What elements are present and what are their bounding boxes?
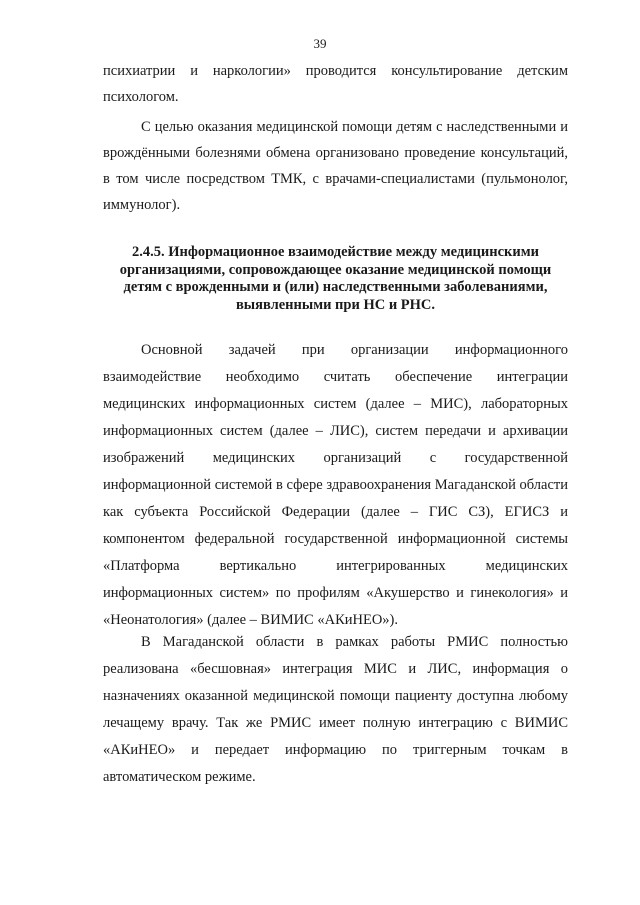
paragraph-4: В Магаданской области в рамках работы РМИС полностью реализована «бесшовная» интеграция МИС и ЛИС, информация о назначениях оказанной медицинской помощи пациенту доступна любому лечащему врачу. Так же РМИС имеет полную интеграцию с ВИМИС «АКиНЕО» и передает информацию по триггерным точкам в автоматическом режиме. [103,634,568,785]
page-number: 39 [313,36,327,51]
paragraph-2: С целью оказания медицинской помощи детям с наследственными и врождёнными болезнями обмена организовано проведение консультаций, в том числе посредством ТМК, с врачами-специалистами (пульмонолог, иммунолог). [103,119,568,213]
section-heading: 2.4.5. Информационное взаимодействие между медицинскими организациями, сопровождающее оказание медицинской помощи детям с врожденными и (или) наследственными заболеваниями, выявленными при НС и РНС. [119,244,552,313]
paragraph-1: психиатрии и наркологии» проводится консультирование детским психологом. [103,63,568,105]
paragraph-3: Основной задачей при организации информационного взаимодействие необходимо считать обеспечение интеграции медицинских информационных систем (далее – МИС), лабораторных информационных систем (далее – ЛИС), систем передачи и архивации изображений медицинских организаций с государственной информационной системой в сфере здравоохранения Магаданской области как субъекта Российской Федерации (далее – ГИС СЗ), ЕГИСЗ и компонентом федеральной государственной информационной системы «Платформа вертикально интегрированных медицинских информационных систем» по профилям «Акушерство и гинекология» и «Неонатология» (далее – ВИМИС «АКиНЕО»). [103,342,568,628]
